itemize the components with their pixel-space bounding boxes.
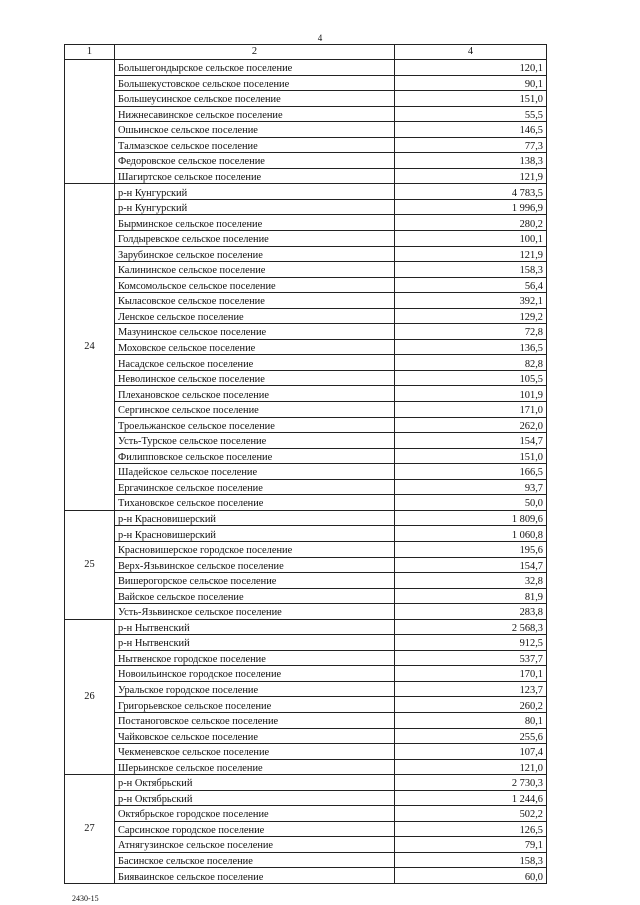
table-row <box>65 852 547 868</box>
table-row <box>65 790 547 806</box>
table-row <box>65 137 547 153</box>
page-number: 4 <box>317 33 323 43</box>
table-row <box>65 324 547 340</box>
municipality-name: Красновишерское городское поселение <box>115 541 395 557</box>
amount-value: 166,5 <box>395 464 547 480</box>
amount-value: 158,3 <box>395 852 547 868</box>
amount-value: 151,0 <box>395 448 547 464</box>
municipality-name: Моховское сельское поселение <box>115 339 395 355</box>
table-row <box>65 215 547 231</box>
table-row <box>65 573 547 589</box>
table-row <box>65 386 547 402</box>
municipality-name: Федоровское сельское поселение <box>115 153 395 169</box>
municipality-name: Усть-Турское сельское поселение <box>115 433 395 449</box>
amount-value: 136,5 <box>395 339 547 355</box>
municipality-name: р-н Нытвенский <box>115 619 395 635</box>
municipality-name: р-н Кунгурский <box>115 184 395 200</box>
table-row <box>65 712 547 728</box>
table-row <box>65 75 547 91</box>
municipality-name: Нытвенское городское поселение <box>115 650 395 666</box>
municipality-name: Сергинское сельское поселение <box>115 402 395 418</box>
amount-value: 151,0 <box>395 91 547 107</box>
header-col-2: 2 <box>115 45 395 60</box>
municipality-name: Усть-Язьвинское сельское поселение <box>115 604 395 620</box>
table-row <box>65 728 547 744</box>
amount-value: 107,4 <box>395 744 547 760</box>
municipality-name: Ергачинское сельское поселение <box>115 479 395 495</box>
table-row <box>65 650 547 666</box>
amount-value: 1 996,9 <box>395 199 547 215</box>
amount-value: 138,3 <box>395 153 547 169</box>
table-row <box>65 184 547 200</box>
table-row <box>65 277 547 293</box>
row-number <box>65 60 115 184</box>
municipality-name: Зарубинское сельское поселение <box>115 246 395 262</box>
municipality-name: Бияваинское сельское поселение <box>115 868 395 884</box>
table-body <box>65 60 547 884</box>
municipality-name: Басинское сельское поселение <box>115 852 395 868</box>
amount-value: 1 060,8 <box>395 526 547 542</box>
municipality-name: Нижнесавинское сельское поселение <box>115 106 395 122</box>
amount-value: 154,7 <box>395 433 547 449</box>
municipality-name: Чайковское сельское поселение <box>115 728 395 744</box>
municipality-name: Шагиртское сельское поселение <box>115 168 395 184</box>
amount-value: 171,0 <box>395 402 547 418</box>
amount-value: 50,0 <box>395 495 547 511</box>
table-row <box>65 122 547 138</box>
amount-value: 121,0 <box>395 759 547 775</box>
header-col-1: 1 <box>65 45 115 60</box>
municipality-name: Ленское сельское поселение <box>115 308 395 324</box>
table-row <box>65 106 547 122</box>
municipality-name: Мазунинское сельское поселение <box>115 324 395 340</box>
amount-value: 262,0 <box>395 417 547 433</box>
amount-value: 158,3 <box>395 262 547 278</box>
table-row <box>65 744 547 760</box>
municipality-name: Филипповское сельское поселение <box>115 448 395 464</box>
municipality-name: Бырминское сельское поселение <box>115 215 395 231</box>
municipality-name: Атнягузинское сельское поселение <box>115 837 395 853</box>
amount-value: 81,9 <box>395 588 547 604</box>
amount-value: 912,5 <box>395 635 547 651</box>
table-row <box>65 402 547 418</box>
municipality-name: Калининское сельское поселение <box>115 262 395 278</box>
municipality-name: р-н Красновишерский <box>115 510 395 526</box>
table-row <box>65 433 547 449</box>
table-row <box>65 821 547 837</box>
row-number: 27 <box>65 775 115 884</box>
table-row <box>65 759 547 775</box>
row-number: 26 <box>65 619 115 774</box>
amount-value: 80,1 <box>395 712 547 728</box>
amount-value: 93,7 <box>395 479 547 495</box>
table-row <box>65 541 547 557</box>
table-row <box>65 635 547 651</box>
municipality-name: р-н Нытвенский <box>115 635 395 651</box>
table-row <box>65 806 547 822</box>
table-row <box>65 60 547 76</box>
municipality-name: р-н Красновишерский <box>115 526 395 542</box>
table-row <box>65 153 547 169</box>
amount-value: 77,3 <box>395 137 547 153</box>
municipality-name: Чекменевское сельское поселение <box>115 744 395 760</box>
municipality-name: Вайское сельское поселение <box>115 588 395 604</box>
municipality-name: Ошьинское сельское поселение <box>115 122 395 138</box>
table-row <box>65 417 547 433</box>
table-row <box>65 293 547 309</box>
municipality-name: Насадское сельское поселение <box>115 355 395 371</box>
municipality-name: Шерьинское сельское поселение <box>115 759 395 775</box>
document-code: 2430-15 <box>72 894 99 903</box>
municipality-name: Большекустовское сельское поселение <box>115 75 395 91</box>
row-number: 25 <box>65 510 115 619</box>
municipality-name: Верх-Язьвинское сельское поселение <box>115 557 395 573</box>
table-row <box>65 479 547 495</box>
amount-value: 55,5 <box>395 106 547 122</box>
table-row <box>65 370 547 386</box>
table-row <box>65 588 547 604</box>
municipality-name: Новоильинское городское поселение <box>115 666 395 682</box>
table-row <box>65 308 547 324</box>
amount-value: 2 568,3 <box>395 619 547 635</box>
municipality-name: р-н Октябрьский <box>115 790 395 806</box>
table-row <box>65 231 547 247</box>
amount-value: 2 730,3 <box>395 775 547 791</box>
municipality-name: Постаноговское сельское поселение <box>115 712 395 728</box>
header-row <box>65 45 547 60</box>
amount-value: 79,1 <box>395 837 547 853</box>
table-row <box>65 775 547 791</box>
amount-value: 283,8 <box>395 604 547 620</box>
amount-value: 101,9 <box>395 386 547 402</box>
header-col-4: 4 <box>395 45 547 60</box>
table-row <box>65 495 547 511</box>
table-row <box>65 339 547 355</box>
amount-value: 1 809,6 <box>395 510 547 526</box>
amount-value: 90,1 <box>395 75 547 91</box>
municipality-name: Октябрьское городское поселение <box>115 806 395 822</box>
municipality-name: р-н Кунгурский <box>115 199 395 215</box>
table-row <box>65 868 547 884</box>
amount-value: 195,6 <box>395 541 547 557</box>
amount-value: 105,5 <box>395 370 547 386</box>
amount-value: 60,0 <box>395 868 547 884</box>
amount-value: 537,7 <box>395 650 547 666</box>
table-row <box>65 355 547 371</box>
amount-value: 146,5 <box>395 122 547 138</box>
table-row <box>65 526 547 542</box>
table-row <box>65 199 547 215</box>
amount-value: 502,2 <box>395 806 547 822</box>
table-row <box>65 464 547 480</box>
municipality-name: Талмазское сельское поселение <box>115 137 395 153</box>
table-row <box>65 262 547 278</box>
amount-value: 123,7 <box>395 681 547 697</box>
municipality-name: р-н Октябрьский <box>115 775 395 791</box>
data-table <box>64 44 547 884</box>
municipality-name: Большеусинское сельское поселение <box>115 91 395 107</box>
municipality-name: Плехановское сельское поселение <box>115 386 395 402</box>
table-row <box>65 448 547 464</box>
municipality-name: Вишерогорское сельское поселение <box>115 573 395 589</box>
amount-value: 129,2 <box>395 308 547 324</box>
table-row <box>65 666 547 682</box>
amount-value: 56,4 <box>395 277 547 293</box>
amount-value: 121,9 <box>395 246 547 262</box>
table-row <box>65 604 547 620</box>
municipality-name: Григорьевское сельское поселение <box>115 697 395 713</box>
table-row <box>65 91 547 107</box>
table-header <box>65 45 547 60</box>
amount-value: 32,8 <box>395 573 547 589</box>
row-number: 24 <box>65 184 115 510</box>
municipality-name: Голдыревское сельское поселение <box>115 231 395 247</box>
amount-value: 82,8 <box>395 355 547 371</box>
municipality-name: Большегондырское сельское поселение <box>115 60 395 76</box>
municipality-name: Комсомольское сельское поселение <box>115 277 395 293</box>
municipality-name: Уральское городское поселение <box>115 681 395 697</box>
amount-value: 100,1 <box>395 231 547 247</box>
table-row <box>65 837 547 853</box>
municipality-name: Кыласовское сельское поселение <box>115 293 395 309</box>
amount-value: 260,2 <box>395 697 547 713</box>
amount-value: 120,1 <box>395 60 547 76</box>
amount-value: 1 244,6 <box>395 790 547 806</box>
amount-value: 4 783,5 <box>395 184 547 200</box>
table-row <box>65 557 547 573</box>
amount-value: 280,2 <box>395 215 547 231</box>
table-row <box>65 168 547 184</box>
amount-value: 255,6 <box>395 728 547 744</box>
amount-value: 126,5 <box>395 821 547 837</box>
municipality-name: Неволинское сельское поселение <box>115 370 395 386</box>
amount-value: 170,1 <box>395 666 547 682</box>
amount-value: 72,8 <box>395 324 547 340</box>
table-row <box>65 681 547 697</box>
municipality-name: Шадейское сельское поселение <box>115 464 395 480</box>
table-row <box>65 619 547 635</box>
amount-value: 392,1 <box>395 293 547 309</box>
table-row <box>65 246 547 262</box>
amount-value: 154,7 <box>395 557 547 573</box>
table-row <box>65 510 547 526</box>
municipality-name: Тихановское сельское поселение <box>115 495 395 511</box>
amount-value: 121,9 <box>395 168 547 184</box>
municipality-name: Троельжанское сельское поселение <box>115 417 395 433</box>
municipality-name: Сарсинское городское поселение <box>115 821 395 837</box>
table-row <box>65 697 547 713</box>
